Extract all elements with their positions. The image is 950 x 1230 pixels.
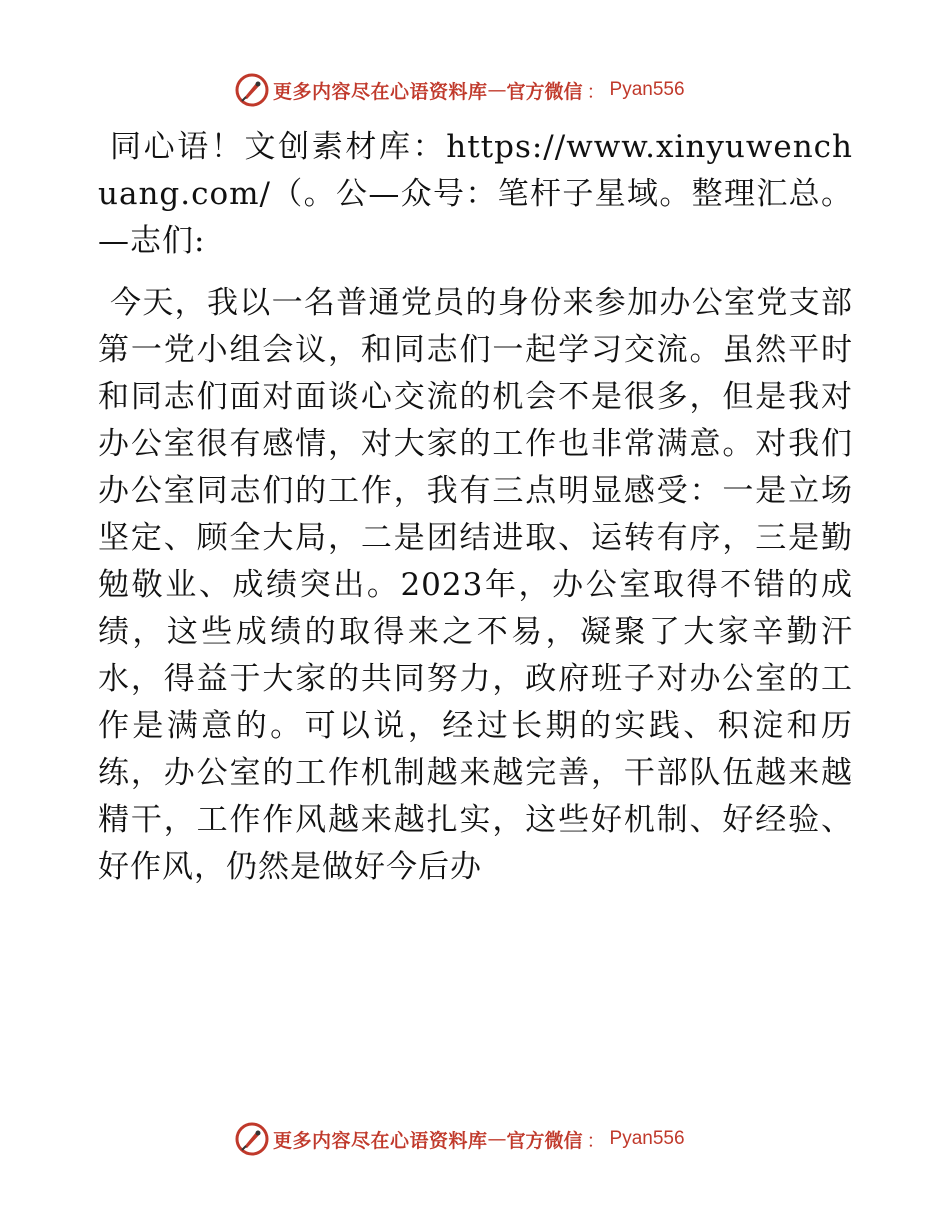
watermark-wechat-id: Pyan556 [609,79,685,100]
watermark-colon: ： [586,80,606,103]
watermark-wechat-id: Pyan556 [609,1128,685,1149]
watermark-separator: — [487,1128,507,1150]
watermark-wechat-label: 官方微信 [506,80,583,103]
watermark-brand-text: 更多内容尽在心语资料库 [273,1129,488,1152]
paragraph-2: 今天，我以一名普通党员的身份来参加办公室党支部第一党小组会议，和同志们一起学习交流。虽然平时和同志们面对面谈心交流的机会不是很多，但是我对办公室很有感情，对大家的工作也非常满意。对我们办公室同志们的工作，我有三点明显感受：一是立场坚定、顾全大局，二是团结进取、运转有序，三是勤勉敬业、成绩突出。2023年，办公室取得不错的成绩，这些成绩的取得来之不易，凝聚了大家辛勤汗水，得益于大家的共同努力，政府班子对办公室的工作是满意的。可以说，经过长期的实践、积淀和历练，办公室的工作机制越来越完善，干部队伍越来越精干，工作作风越来越扎实，这些好机制、好经验、好作风，仍然是做好今后办 [98,285,853,885]
watermark-banner-bottom [235,1119,685,1159]
feather-quill-icon [235,73,269,107]
watermark-wechat-label: 官方微信 [506,1129,583,1152]
feather-quill-icon [235,1122,269,1156]
document-body [98,124,853,891]
paragraph-1: 同心语！文创素材库：https://www.xinyuwenchuang.com/（。公—众号：笔杆子星域。整理汇总。—志们: [98,129,853,259]
watermark-separator: — [487,79,507,101]
watermark-banner-top [235,70,685,110]
watermark-brand-text: 更多内容尽在心语资料库 [273,80,488,103]
watermark-colon: ： [586,1129,606,1152]
